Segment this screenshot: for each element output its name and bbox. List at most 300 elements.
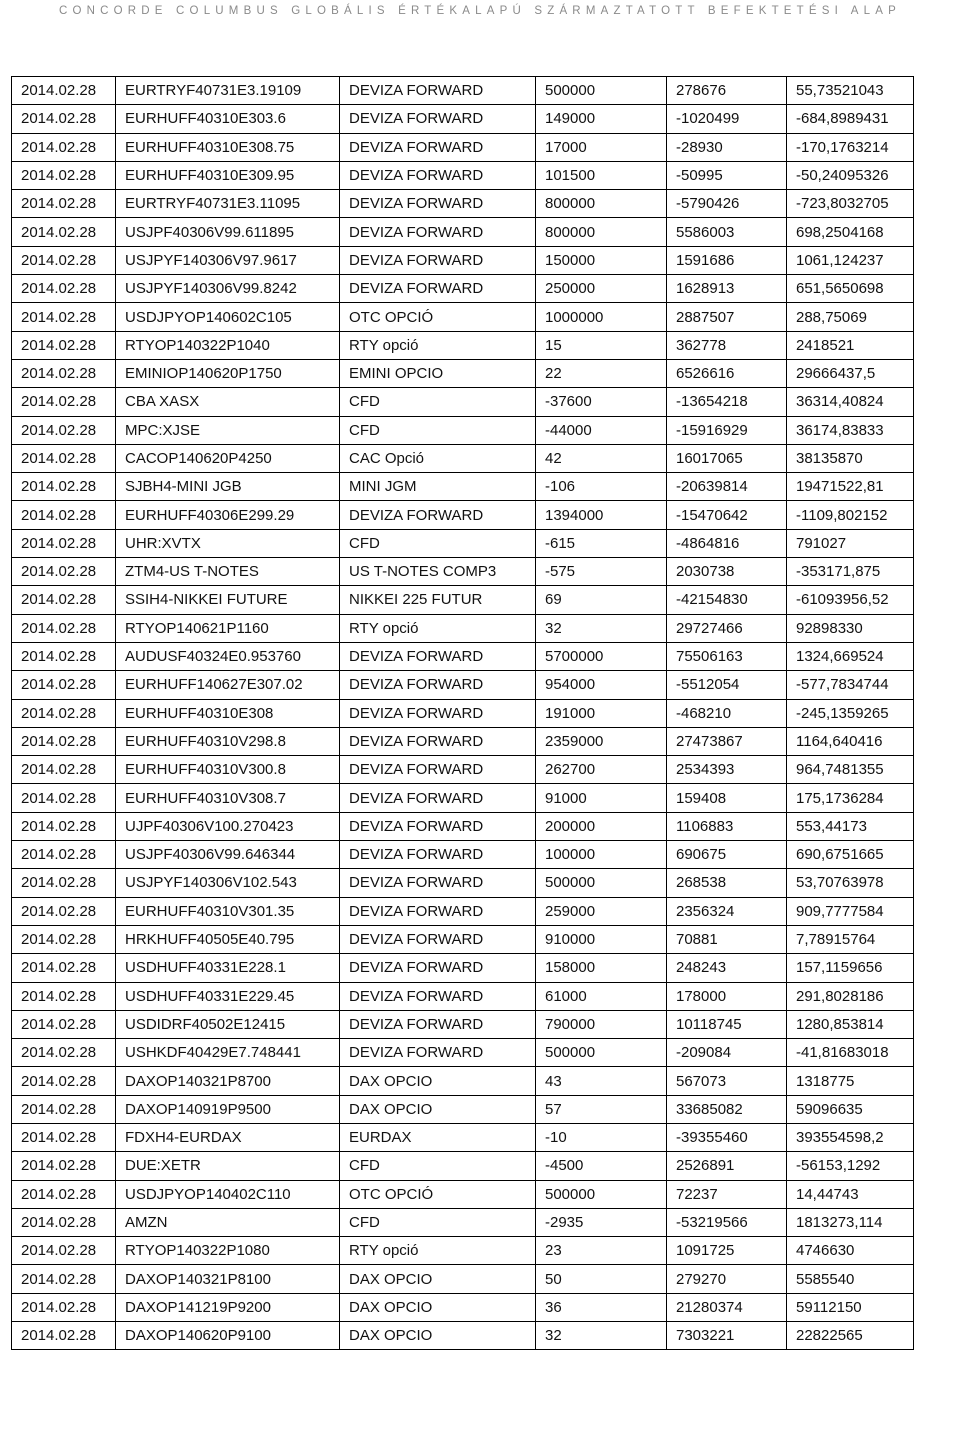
- date-cell: 2014.02.28: [12, 303, 116, 331]
- instrument-type-cell: OTC OPCIÓ: [340, 1180, 536, 1208]
- instrument-code-cell: SJBH4-MINI JGB: [116, 473, 340, 501]
- date-cell: 2014.02.28: [12, 218, 116, 246]
- table-row: [12, 416, 914, 444]
- instrument-code-cell: AMZN: [116, 1208, 340, 1236]
- instrument-code-cell: UHR:XVTX: [116, 529, 340, 557]
- holdings-table-container: [11, 76, 913, 1350]
- table-row: [12, 1010, 914, 1038]
- amount-cell: 393554598,2: [787, 1123, 914, 1151]
- amount-cell: 19471522,81: [787, 473, 914, 501]
- quantity-cell: -44000: [536, 416, 667, 444]
- table-row: [12, 1123, 914, 1151]
- value-cell: 567073: [667, 1067, 787, 1095]
- table-row: [12, 246, 914, 274]
- value-cell: 33685082: [667, 1095, 787, 1123]
- table-row: [12, 869, 914, 897]
- date-cell: 2014.02.28: [12, 1265, 116, 1293]
- value-cell: -5790426: [667, 190, 787, 218]
- instrument-code-cell: EURHUFF40310E308.75: [116, 133, 340, 161]
- instrument-code-cell: EURTRYF40731E3.11095: [116, 190, 340, 218]
- quantity-cell: 91000: [536, 784, 667, 812]
- table-row: [12, 473, 914, 501]
- amount-cell: -723,8032705: [787, 190, 914, 218]
- table-row: [12, 727, 914, 755]
- quantity-cell: 43: [536, 1067, 667, 1095]
- quantity-cell: 32: [536, 1322, 667, 1350]
- amount-cell: 791027: [787, 529, 914, 557]
- instrument-type-cell: DEVIZA FORWARD: [340, 756, 536, 784]
- value-cell: -209084: [667, 1039, 787, 1067]
- quantity-cell: 17000: [536, 133, 667, 161]
- instrument-type-cell: CFD: [340, 1152, 536, 1180]
- date-cell: 2014.02.28: [12, 558, 116, 586]
- instrument-code-cell: DAXOP140620P9100: [116, 1322, 340, 1350]
- date-cell: 2014.02.28: [12, 501, 116, 529]
- date-cell: 2014.02.28: [12, 275, 116, 303]
- page-header-title: CONCORDE COLUMBUS GLOBÁLIS ÉRTÉKALAPÚ SZÁRMAZTATOTT BEFEKTETÉSI ALAP: [58, 5, 902, 17]
- table-row: [12, 614, 914, 642]
- quantity-cell: 36: [536, 1293, 667, 1321]
- quantity-cell: 5700000: [536, 642, 667, 670]
- instrument-code-cell: ZTM4-US T-NOTES: [116, 558, 340, 586]
- instrument-code-cell: USJPYF140306V97.9617: [116, 246, 340, 274]
- table-row: [12, 756, 914, 784]
- value-cell: 2030738: [667, 558, 787, 586]
- value-cell: 268538: [667, 869, 787, 897]
- quantity-cell: 22: [536, 359, 667, 387]
- quantity-cell: 800000: [536, 190, 667, 218]
- amount-cell: 22822565: [787, 1322, 914, 1350]
- amount-cell: 2418521: [787, 331, 914, 359]
- value-cell: -1020499: [667, 105, 787, 133]
- table-row: [12, 841, 914, 869]
- table-row: [12, 954, 914, 982]
- value-cell: 1106883: [667, 812, 787, 840]
- value-cell: 1591686: [667, 246, 787, 274]
- date-cell: 2014.02.28: [12, 1208, 116, 1236]
- amount-cell: 53,70763978: [787, 869, 914, 897]
- table-row: [12, 77, 914, 105]
- holdings-table-body: [12, 77, 914, 1350]
- instrument-code-cell: EURTRYF40731E3.19109: [116, 77, 340, 105]
- amount-cell: -684,8989431: [787, 105, 914, 133]
- date-cell: 2014.02.28: [12, 1010, 116, 1038]
- quantity-cell: -615: [536, 529, 667, 557]
- instrument-code-cell: EURHUFF40310E308: [116, 699, 340, 727]
- value-cell: 278676: [667, 77, 787, 105]
- instrument-code-cell: AUDUSF40324E0.953760: [116, 642, 340, 670]
- holdings-table: [11, 76, 914, 1350]
- instrument-code-cell: EURHUFF40310E303.6: [116, 105, 340, 133]
- amount-cell: -245,1359265: [787, 699, 914, 727]
- amount-cell: -50,24095326: [787, 161, 914, 189]
- amount-cell: 1318775: [787, 1067, 914, 1095]
- instrument-type-cell: EURDAX: [340, 1123, 536, 1151]
- instrument-code-cell: EURHUFF40310V308.7: [116, 784, 340, 812]
- instrument-code-cell: EURHUFF40310E309.95: [116, 161, 340, 189]
- amount-cell: 29666437,5: [787, 359, 914, 387]
- table-row: [12, 444, 914, 472]
- instrument-type-cell: DEVIZA FORWARD: [340, 784, 536, 812]
- instrument-code-cell: USDJPYOP140602C105: [116, 303, 340, 331]
- amount-cell: 59096635: [787, 1095, 914, 1123]
- quantity-cell: 500000: [536, 77, 667, 105]
- instrument-type-cell: DAX OPCIO: [340, 1322, 536, 1350]
- amount-cell: 38135870: [787, 444, 914, 472]
- amount-cell: 288,75069: [787, 303, 914, 331]
- quantity-cell: 101500: [536, 161, 667, 189]
- date-cell: 2014.02.28: [12, 1180, 116, 1208]
- table-row: [12, 105, 914, 133]
- date-cell: 2014.02.28: [12, 473, 116, 501]
- quantity-cell: 800000: [536, 218, 667, 246]
- amount-cell: 1280,853814: [787, 1010, 914, 1038]
- instrument-type-cell: DEVIZA FORWARD: [340, 642, 536, 670]
- amount-cell: 651,5650698: [787, 275, 914, 303]
- table-row: [12, 812, 914, 840]
- table-row: [12, 1208, 914, 1236]
- instrument-type-cell: RTY opció: [340, 331, 536, 359]
- instrument-type-cell: DEVIZA FORWARD: [340, 161, 536, 189]
- value-cell: -50995: [667, 161, 787, 189]
- instrument-type-cell: DEVIZA FORWARD: [340, 1010, 536, 1038]
- table-row: [12, 218, 914, 246]
- quantity-cell: -575: [536, 558, 667, 586]
- instrument-type-cell: CFD: [340, 416, 536, 444]
- instrument-code-cell: EURHUFF40310V298.8: [116, 727, 340, 755]
- value-cell: 279270: [667, 1265, 787, 1293]
- table-row: [12, 331, 914, 359]
- quantity-cell: 259000: [536, 897, 667, 925]
- table-row: [12, 784, 914, 812]
- table-row: [12, 1180, 914, 1208]
- table-row: [12, 1322, 914, 1350]
- date-cell: 2014.02.28: [12, 105, 116, 133]
- date-cell: 2014.02.28: [12, 1237, 116, 1265]
- date-cell: 2014.02.28: [12, 671, 116, 699]
- instrument-code-cell: EMINIOP140620P1750: [116, 359, 340, 387]
- instrument-type-cell: US T-NOTES COMP3: [340, 558, 536, 586]
- quantity-cell: -2935: [536, 1208, 667, 1236]
- date-cell: 2014.02.28: [12, 1067, 116, 1095]
- value-cell: 6526616: [667, 359, 787, 387]
- amount-cell: 964,7481355: [787, 756, 914, 784]
- table-row: [12, 1039, 914, 1067]
- instrument-code-cell: USDHUFF40331E228.1: [116, 954, 340, 982]
- quantity-cell: 42: [536, 444, 667, 472]
- amount-cell: -170,1763214: [787, 133, 914, 161]
- amount-cell: 1061,124237: [787, 246, 914, 274]
- instrument-code-cell: USJPYF140306V102.543: [116, 869, 340, 897]
- instrument-type-cell: DAX OPCIO: [340, 1095, 536, 1123]
- value-cell: 2887507: [667, 303, 787, 331]
- quantity-cell: 1394000: [536, 501, 667, 529]
- date-cell: 2014.02.28: [12, 614, 116, 642]
- instrument-type-cell: DEVIZA FORWARD: [340, 275, 536, 303]
- date-cell: 2014.02.28: [12, 1293, 116, 1321]
- quantity-cell: 954000: [536, 671, 667, 699]
- value-cell: 1091725: [667, 1237, 787, 1265]
- value-cell: 178000: [667, 982, 787, 1010]
- quantity-cell: 200000: [536, 812, 667, 840]
- date-cell: 2014.02.28: [12, 1152, 116, 1180]
- instrument-code-cell: MPC:XJSE: [116, 416, 340, 444]
- instrument-code-cell: USDHUFF40331E229.45: [116, 982, 340, 1010]
- table-row: [12, 671, 914, 699]
- value-cell: 70881: [667, 925, 787, 953]
- table-row: [12, 1095, 914, 1123]
- table-row: [12, 501, 914, 529]
- quantity-cell: 790000: [536, 1010, 667, 1038]
- instrument-code-cell: DAXOP140321P8700: [116, 1067, 340, 1095]
- quantity-cell: -10: [536, 1123, 667, 1151]
- quantity-cell: 500000: [536, 1180, 667, 1208]
- instrument-type-cell: EMINI OPCIO: [340, 359, 536, 387]
- date-cell: 2014.02.28: [12, 77, 116, 105]
- instrument-type-cell: DEVIZA FORWARD: [340, 812, 536, 840]
- quantity-cell: 57: [536, 1095, 667, 1123]
- amount-cell: 157,1159656: [787, 954, 914, 982]
- instrument-code-cell: EURHUFF40310V300.8: [116, 756, 340, 784]
- value-cell: -15916929: [667, 416, 787, 444]
- instrument-code-cell: CACOP140620P4250: [116, 444, 340, 472]
- instrument-code-cell: SSIH4-NIKKEI FUTURE: [116, 586, 340, 614]
- quantity-cell: 50: [536, 1265, 667, 1293]
- amount-cell: 909,7777584: [787, 897, 914, 925]
- table-row: [12, 897, 914, 925]
- quantity-cell: 191000: [536, 699, 667, 727]
- amount-cell: 7,78915764: [787, 925, 914, 953]
- value-cell: 72237: [667, 1180, 787, 1208]
- instrument-type-cell: DEVIZA FORWARD: [340, 190, 536, 218]
- instrument-type-cell: RTY opció: [340, 614, 536, 642]
- value-cell: -53219566: [667, 1208, 787, 1236]
- date-cell: 2014.02.28: [12, 246, 116, 274]
- amount-cell: 14,44743: [787, 1180, 914, 1208]
- value-cell: -13654218: [667, 388, 787, 416]
- instrument-code-cell: CBA XASX: [116, 388, 340, 416]
- value-cell: 75506163: [667, 642, 787, 670]
- date-cell: 2014.02.28: [12, 841, 116, 869]
- table-row: [12, 1293, 914, 1321]
- date-cell: 2014.02.28: [12, 388, 116, 416]
- instrument-type-cell: DEVIZA FORWARD: [340, 218, 536, 246]
- instrument-code-cell: RTYOP140621P1160: [116, 614, 340, 642]
- instrument-type-cell: DEVIZA FORWARD: [340, 869, 536, 897]
- instrument-type-cell: DAX OPCIO: [340, 1067, 536, 1095]
- quantity-cell: 100000: [536, 841, 667, 869]
- table-row: [12, 1152, 914, 1180]
- value-cell: -20639814: [667, 473, 787, 501]
- value-cell: 21280374: [667, 1293, 787, 1321]
- table-row: [12, 529, 914, 557]
- quantity-cell: 2359000: [536, 727, 667, 755]
- date-cell: 2014.02.28: [12, 190, 116, 218]
- table-row: [12, 303, 914, 331]
- instrument-type-cell: DEVIZA FORWARD: [340, 133, 536, 161]
- table-row: [12, 161, 914, 189]
- instrument-type-cell: DAX OPCIO: [340, 1293, 536, 1321]
- instrument-code-cell: DAXOP141219P9200: [116, 1293, 340, 1321]
- amount-cell: 4746630: [787, 1237, 914, 1265]
- instrument-code-cell: DAXOP140919P9500: [116, 1095, 340, 1123]
- quantity-cell: -4500: [536, 1152, 667, 1180]
- quantity-cell: 500000: [536, 869, 667, 897]
- instrument-type-cell: CFD: [340, 388, 536, 416]
- value-cell: 2526891: [667, 1152, 787, 1180]
- value-cell: 248243: [667, 954, 787, 982]
- instrument-code-cell: USJPYF140306V99.8242: [116, 275, 340, 303]
- amount-cell: 36174,83833: [787, 416, 914, 444]
- amount-cell: 5585540: [787, 1265, 914, 1293]
- amount-cell: -41,81683018: [787, 1039, 914, 1067]
- value-cell: -39355460: [667, 1123, 787, 1151]
- value-cell: 7303221: [667, 1322, 787, 1350]
- instrument-type-cell: DEVIZA FORWARD: [340, 925, 536, 953]
- table-row: [12, 1067, 914, 1095]
- table-row: [12, 642, 914, 670]
- quantity-cell: 158000: [536, 954, 667, 982]
- date-cell: 2014.02.28: [12, 133, 116, 161]
- instrument-type-cell: DEVIZA FORWARD: [340, 77, 536, 105]
- value-cell: -42154830: [667, 586, 787, 614]
- value-cell: 690675: [667, 841, 787, 869]
- date-cell: 2014.02.28: [12, 444, 116, 472]
- table-row: [12, 699, 914, 727]
- instrument-type-cell: DEVIZA FORWARD: [340, 954, 536, 982]
- instrument-type-cell: DEVIZA FORWARD: [340, 1039, 536, 1067]
- amount-cell: 690,6751665: [787, 841, 914, 869]
- amount-cell: 553,44173: [787, 812, 914, 840]
- date-cell: 2014.02.28: [12, 727, 116, 755]
- instrument-type-cell: DEVIZA FORWARD: [340, 246, 536, 274]
- amount-cell: -353171,875: [787, 558, 914, 586]
- instrument-type-cell: DEVIZA FORWARD: [340, 699, 536, 727]
- quantity-cell: -106: [536, 473, 667, 501]
- quantity-cell: -37600: [536, 388, 667, 416]
- date-cell: 2014.02.28: [12, 982, 116, 1010]
- amount-cell: -1109,802152: [787, 501, 914, 529]
- instrument-code-cell: UJPF40306V100.270423: [116, 812, 340, 840]
- quantity-cell: 32: [536, 614, 667, 642]
- instrument-type-cell: DEVIZA FORWARD: [340, 897, 536, 925]
- quantity-cell: 69: [536, 586, 667, 614]
- instrument-type-cell: NIKKEI 225 FUTUR: [340, 586, 536, 614]
- amount-cell: 1164,640416: [787, 727, 914, 755]
- value-cell: 5586003: [667, 218, 787, 246]
- value-cell: 2356324: [667, 897, 787, 925]
- instrument-code-cell: EURHUFF40310V301.35: [116, 897, 340, 925]
- instrument-code-cell: FDXH4-EURDAX: [116, 1123, 340, 1151]
- amount-cell: 92898330: [787, 614, 914, 642]
- instrument-type-cell: CFD: [340, 1208, 536, 1236]
- date-cell: 2014.02.28: [12, 699, 116, 727]
- instrument-type-cell: CFD: [340, 529, 536, 557]
- amount-cell: 175,1736284: [787, 784, 914, 812]
- instrument-code-cell: RTYOP140322P1040: [116, 331, 340, 359]
- value-cell: 2534393: [667, 756, 787, 784]
- date-cell: 2014.02.28: [12, 642, 116, 670]
- instrument-code-cell: USDIDRF40502E12415: [116, 1010, 340, 1038]
- instrument-type-cell: DEVIZA FORWARD: [340, 841, 536, 869]
- value-cell: 29727466: [667, 614, 787, 642]
- date-cell: 2014.02.28: [12, 161, 116, 189]
- date-cell: 2014.02.28: [12, 331, 116, 359]
- instrument-code-cell: USDJPYOP140402C110: [116, 1180, 340, 1208]
- amount-cell: 1813273,114: [787, 1208, 914, 1236]
- table-row: [12, 982, 914, 1010]
- instrument-type-cell: DEVIZA FORWARD: [340, 501, 536, 529]
- date-cell: 2014.02.28: [12, 359, 116, 387]
- table-row: [12, 1237, 914, 1265]
- quantity-cell: 1000000: [536, 303, 667, 331]
- value-cell: 16017065: [667, 444, 787, 472]
- amount-cell: -61093956,52: [787, 586, 914, 614]
- amount-cell: 55,73521043: [787, 77, 914, 105]
- value-cell: 159408: [667, 784, 787, 812]
- instrument-type-cell: DEVIZA FORWARD: [340, 671, 536, 699]
- table-row: [12, 925, 914, 953]
- amount-cell: 698,2504168: [787, 218, 914, 246]
- date-cell: 2014.02.28: [12, 529, 116, 557]
- instrument-code-cell: DAXOP140321P8100: [116, 1265, 340, 1293]
- instrument-code-cell: USJPF40306V99.646344: [116, 841, 340, 869]
- instrument-type-cell: DEVIZA FORWARD: [340, 982, 536, 1010]
- value-cell: 362778: [667, 331, 787, 359]
- date-cell: 2014.02.28: [12, 416, 116, 444]
- amount-cell: 1324,669524: [787, 642, 914, 670]
- instrument-type-cell: RTY opció: [340, 1237, 536, 1265]
- value-cell: 10118745: [667, 1010, 787, 1038]
- table-row: [12, 359, 914, 387]
- amount-cell: 59112150: [787, 1293, 914, 1321]
- instrument-code-cell: USHKDF40429E7.748441: [116, 1039, 340, 1067]
- table-row: [12, 388, 914, 416]
- amount-cell: 291,8028186: [787, 982, 914, 1010]
- instrument-type-cell: DAX OPCIO: [340, 1265, 536, 1293]
- instrument-type-cell: DEVIZA FORWARD: [340, 105, 536, 133]
- quantity-cell: 61000: [536, 982, 667, 1010]
- table-row: [12, 558, 914, 586]
- value-cell: -28930: [667, 133, 787, 161]
- date-cell: 2014.02.28: [12, 812, 116, 840]
- date-cell: 2014.02.28: [12, 1123, 116, 1151]
- quantity-cell: 150000: [536, 246, 667, 274]
- instrument-type-cell: CAC Opció: [340, 444, 536, 472]
- date-cell: 2014.02.28: [12, 1039, 116, 1067]
- instrument-code-cell: EURHUFF40306E299.29: [116, 501, 340, 529]
- date-cell: 2014.02.28: [12, 1095, 116, 1123]
- date-cell: 2014.02.28: [12, 897, 116, 925]
- quantity-cell: 910000: [536, 925, 667, 953]
- quantity-cell: 262700: [536, 756, 667, 784]
- date-cell: 2014.02.28: [12, 869, 116, 897]
- quantity-cell: 250000: [536, 275, 667, 303]
- table-row: [12, 1265, 914, 1293]
- amount-cell: -577,7834744: [787, 671, 914, 699]
- table-row: [12, 133, 914, 161]
- date-cell: 2014.02.28: [12, 756, 116, 784]
- date-cell: 2014.02.28: [12, 954, 116, 982]
- instrument-code-cell: USJPF40306V99.611895: [116, 218, 340, 246]
- quantity-cell: 23: [536, 1237, 667, 1265]
- amount-cell: -56153,1292: [787, 1152, 914, 1180]
- instrument-code-cell: DUE:XETR: [116, 1152, 340, 1180]
- value-cell: -468210: [667, 699, 787, 727]
- value-cell: 27473867: [667, 727, 787, 755]
- instrument-code-cell: HRKHUFF40505E40.795: [116, 925, 340, 953]
- date-cell: 2014.02.28: [12, 925, 116, 953]
